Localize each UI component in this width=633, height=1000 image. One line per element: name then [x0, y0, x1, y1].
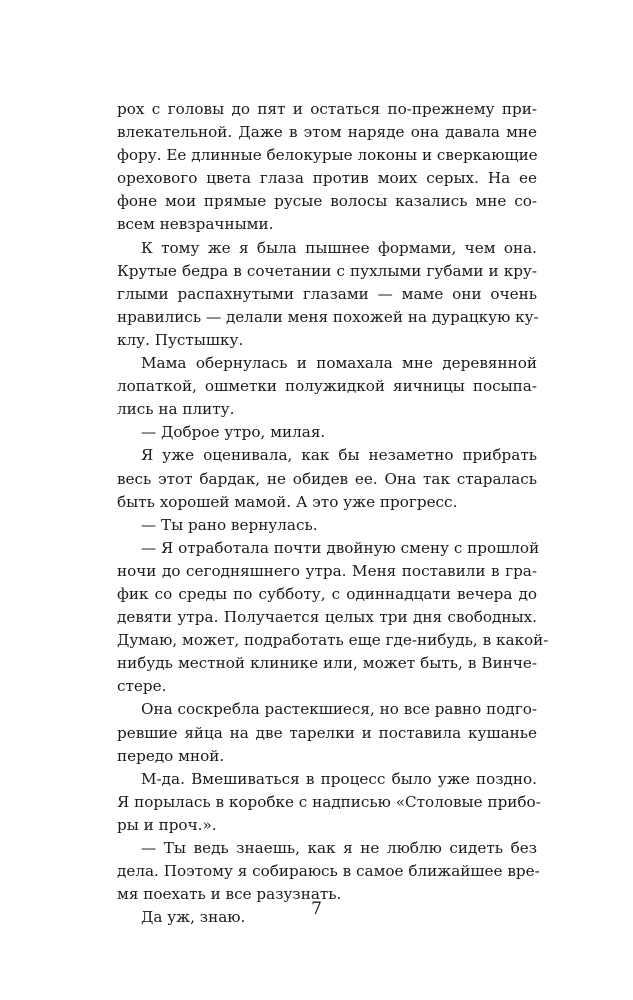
text-line: глыми распахнутыми глазами — маме они очень [117, 284, 537, 303]
text-line: М-да. Вмешиваться в процесс было уже поздно. [141, 769, 537, 788]
text-line: орехового цвета глаза против моих серых. На ее [117, 169, 537, 188]
text-line: Она соскребла растекшиеся, но все равно подго- [141, 700, 537, 719]
text-line: лись на плиту. [117, 400, 235, 419]
text-line: передо мной. [117, 746, 225, 765]
text-line: К тому же я была пышнее формами, чем она. [141, 238, 537, 257]
text-line: весь этот бардак, не обидев ее. Она так старалась [117, 469, 537, 488]
text-line: нибудь местной клинике или, может быть, в Винче- [117, 654, 537, 673]
text-line: Да уж, знаю. [141, 908, 246, 927]
text-line: ревшие яйца на две тарелки и поставила кушанье [117, 723, 537, 742]
text-line: — Ты рано вернулась. [141, 515, 318, 534]
text-line: всем невзрачными. [117, 215, 274, 234]
text-line: Мама обернулась и помахала мне деревянной [141, 354, 537, 373]
text-line: Я уже оценивала, как бы незаметно прибрать [141, 446, 537, 465]
text-line: мя поехать и все разузнать. [117, 885, 342, 904]
text-line: дела. Поэтому я собираюсь в самое ближайшее вре- [117, 862, 540, 881]
text-line: лопаткой, ошметки полужидкой яичницы посыпа- [117, 377, 537, 396]
text-line: фик со среды по субботу, с одиннадцати вечера до [117, 584, 537, 603]
text-line: фоне мои прямые русые волосы казались мне со- [117, 192, 537, 211]
text-line: ры и проч.». [117, 815, 217, 834]
body-text [117, 98, 549, 929]
text-line: рох с головы до пят и остаться по-прежнему при- [117, 100, 537, 118]
text-line: стере. [117, 677, 167, 696]
text-line: — Доброе утро, милая. [141, 423, 326, 442]
text-line: Крутые бедра в сочетании с пухлыми губами и кру- [117, 261, 537, 280]
text-line: — Я отработала почти двойную смену с прошлой [141, 538, 540, 557]
text-line: нравились — делали меня похожей на дурацкую ку- [117, 307, 539, 326]
text-line: — Ты ведь знаешь, как я не люблю сидеть без [141, 839, 537, 857]
text-line: Думаю, может, подработать еще где-нибудь, в какой- [117, 631, 549, 650]
page-number: 7 [311, 899, 322, 919]
text-line: девяти утра. Получается целых три дня свободных. [117, 608, 537, 627]
text-line: фору. Ее длинные белокурые локоны и сверкающие [117, 146, 538, 165]
text-line: влекательной. Даже в этом наряде она давала мне [117, 123, 537, 142]
text-line: Я порылась в коробке с надписью «Столовые прибо- [117, 792, 541, 811]
text-line: клу. Пустышку. [117, 330, 244, 349]
text-line: быть хорошей мамой. А это уже прогресс. [117, 492, 458, 511]
text-line: ночи до сегодняшнего утра. Меня поставили в гра- [117, 561, 537, 580]
